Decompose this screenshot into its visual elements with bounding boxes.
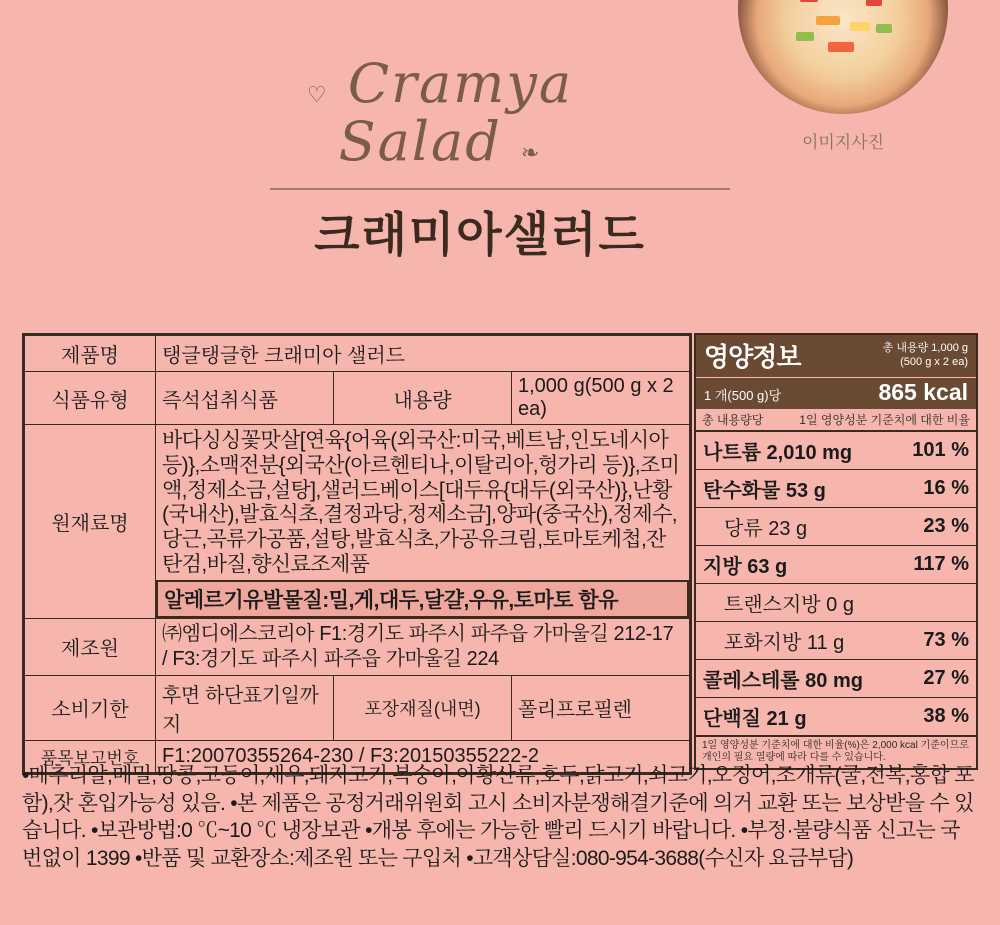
table-row bbox=[25, 618, 690, 675]
table-row bbox=[25, 675, 690, 740]
nutrient-name-sugars: 당류 23 g bbox=[696, 508, 884, 546]
subheader-left: 총 내용량당 bbox=[702, 413, 764, 427]
value-packaging: 폴리프로필렌 bbox=[512, 675, 690, 740]
nutrition-total-amount bbox=[883, 342, 968, 370]
label-product-name: 제품명 bbox=[25, 336, 156, 372]
leaf-icon-right: ❧ bbox=[520, 141, 542, 167]
nutrient-name-saturatedfat: 포화지방 11 g bbox=[696, 622, 884, 660]
nutrition-row-sodium bbox=[696, 432, 976, 470]
label-food-type: 식품유형 bbox=[25, 372, 156, 425]
brand-script-line1: Cramya bbox=[347, 52, 574, 115]
nutrient-pct-cholesterol: 27 % bbox=[884, 660, 976, 698]
leaf-icon-left: ♡ bbox=[306, 83, 329, 108]
label-net-weight: 내용량 bbox=[334, 372, 512, 425]
nutrient-pct-carbohydrate: 16 % bbox=[884, 470, 976, 508]
table-row bbox=[25, 336, 690, 372]
nutrition-title: 영양정보 bbox=[704, 342, 801, 372]
nutrition-subheader bbox=[696, 409, 976, 432]
nutrient-name-carbohydrate: 탄수화물 53 g bbox=[696, 470, 884, 508]
subheader-right: 1일 영양성분 기준치에 대한 비율 bbox=[799, 413, 970, 427]
value-report-number: F1:20070355264-230 / F3:20150355222-2 bbox=[156, 740, 690, 772]
brand-script-line2: Salad bbox=[338, 110, 502, 174]
nutrition-row-sugars bbox=[696, 508, 976, 546]
nutrient-pct-sugars: 23 % bbox=[884, 508, 976, 546]
nutrition-rows bbox=[696, 432, 976, 735]
calories-value: 865 kcal bbox=[878, 379, 968, 405]
value-product-name: 탱글탱글한 크래미아 샐러드 bbox=[156, 336, 690, 372]
nutrition-footnote: 1일 영양성분 기준치에 대한 비율(%)은 2,000 kcal 기준이므로 개인의 필요 열량에 따라 다를 수 있습니다. bbox=[696, 735, 976, 768]
nutrient-pct-fat: 117 % bbox=[884, 546, 976, 584]
nutrition-calories-row bbox=[696, 377, 976, 409]
product-info-table bbox=[22, 333, 692, 775]
total-amount-line1: 총 내용량 1,000 g bbox=[882, 341, 968, 354]
ingredients-cell bbox=[156, 425, 690, 619]
nutrient-pct-transfat bbox=[884, 584, 976, 622]
label-ingredients: 원재료명 bbox=[25, 425, 156, 619]
serving-label: 1 개(500 g)당 bbox=[704, 388, 782, 403]
label-expiry: 소비기한 bbox=[25, 675, 156, 740]
brand-divider bbox=[270, 188, 730, 190]
nutrition-row-transfat bbox=[696, 584, 976, 622]
nutrition-row-carbohydrate bbox=[696, 470, 976, 508]
value-expiry: 후면 하단표기일까지 bbox=[156, 675, 334, 740]
header bbox=[0, 0, 1000, 290]
value-food-type: 즉석섭취식품 bbox=[156, 372, 334, 425]
bottom-notes: •메추리알,메밀,땅콩,고등어,새우,돼지고기,복숭아,아황산류,호두,닭고기,쇠고기,오징어,조개류(굴,전복,홍합 포함),잣 혼입가능성 있음. •본 제품은 공정거래위원회 고시 소비자분쟁해결기준에 의거 교환 또는 보상받을 수 있습니다. •보관방법:0 ℃~10 ℃ 냉장보관 •개봉 후에는 가능한 빨리 드시기 바랍니다. •부정·불량식품 신고는 국번없이 1399 •반품 및 교환장소:제조원 또는 구입처 •고객상담실:080-954-3688(수신자 요금부담) bbox=[22, 764, 974, 871]
label-report-number: 품목보고번호 bbox=[25, 740, 156, 772]
value-ingredients: 바다싱싱꽃맛살[연육{어육(외국산:미국,베트남,인도네시아 등)},소맥전분{외국산(아르헨티나,이탈리아,헝가리 등)},조미액,정제소금,설탕],샐러드베이스[대두유{대두(외국산)},난황(국내산),발효식초,결정과당,정제소금],양파(중국산),정제수,당근,곡류가공품,설탕,발효식초,가공유크림,토마토케첩,잔탄검,바질,향신료조제품 bbox=[162, 429, 680, 576]
nutrient-pct-sodium: 101 % bbox=[884, 432, 976, 470]
nutrient-name-protein: 단백질 21 g bbox=[703, 708, 807, 730]
label-manufacturer: 제조원 bbox=[25, 618, 156, 675]
nutrition-header bbox=[696, 335, 976, 377]
allergen-notice: 알레르기유발물질:밀,게,대두,달걀,우유,토마토 함유 bbox=[156, 580, 689, 618]
label-packaging: 포장재질(내면) bbox=[334, 675, 512, 740]
nutrient-name-sodium: 나트륨 2,010 mg bbox=[696, 432, 884, 470]
nutrient-pct-saturatedfat: 73 % bbox=[884, 622, 976, 660]
nutrition-row-protein bbox=[696, 698, 976, 736]
total-amount-line2: (500 g x 2 ea) bbox=[900, 355, 968, 368]
nutrition-row-saturatedfat bbox=[696, 622, 976, 660]
product-photo bbox=[738, 0, 948, 114]
nutrition-facts-panel bbox=[694, 333, 978, 770]
value-net-weight: 1,000 g(500 g x 2 ea) bbox=[512, 372, 690, 425]
nutrient-name-cholesterol: 콜레스테롤 80 mg bbox=[696, 660, 884, 698]
nutrient-name-fat: 지방 63 g bbox=[696, 546, 884, 584]
brand-script bbox=[170, 52, 710, 174]
nutrition-row-cholesterol bbox=[696, 660, 976, 698]
table-row bbox=[25, 372, 690, 425]
nutrient-name-transfat: 트랜스지방 0 g bbox=[696, 584, 884, 622]
nutrition-row-fat bbox=[696, 546, 976, 584]
page-title: 크래미아샐러드 bbox=[314, 208, 646, 261]
photo-caption: 이미지사진 bbox=[801, 133, 885, 152]
nutrient-pct-protein: 38 % bbox=[923, 705, 969, 727]
value-manufacturer: ㈜엠디에스코리아 F1:경기도 파주시 파주읍 가마울길 212-17 / F3:경기도 파주시 파주읍 가마울길 224 bbox=[156, 618, 690, 675]
table-row-ingredients bbox=[25, 425, 690, 619]
